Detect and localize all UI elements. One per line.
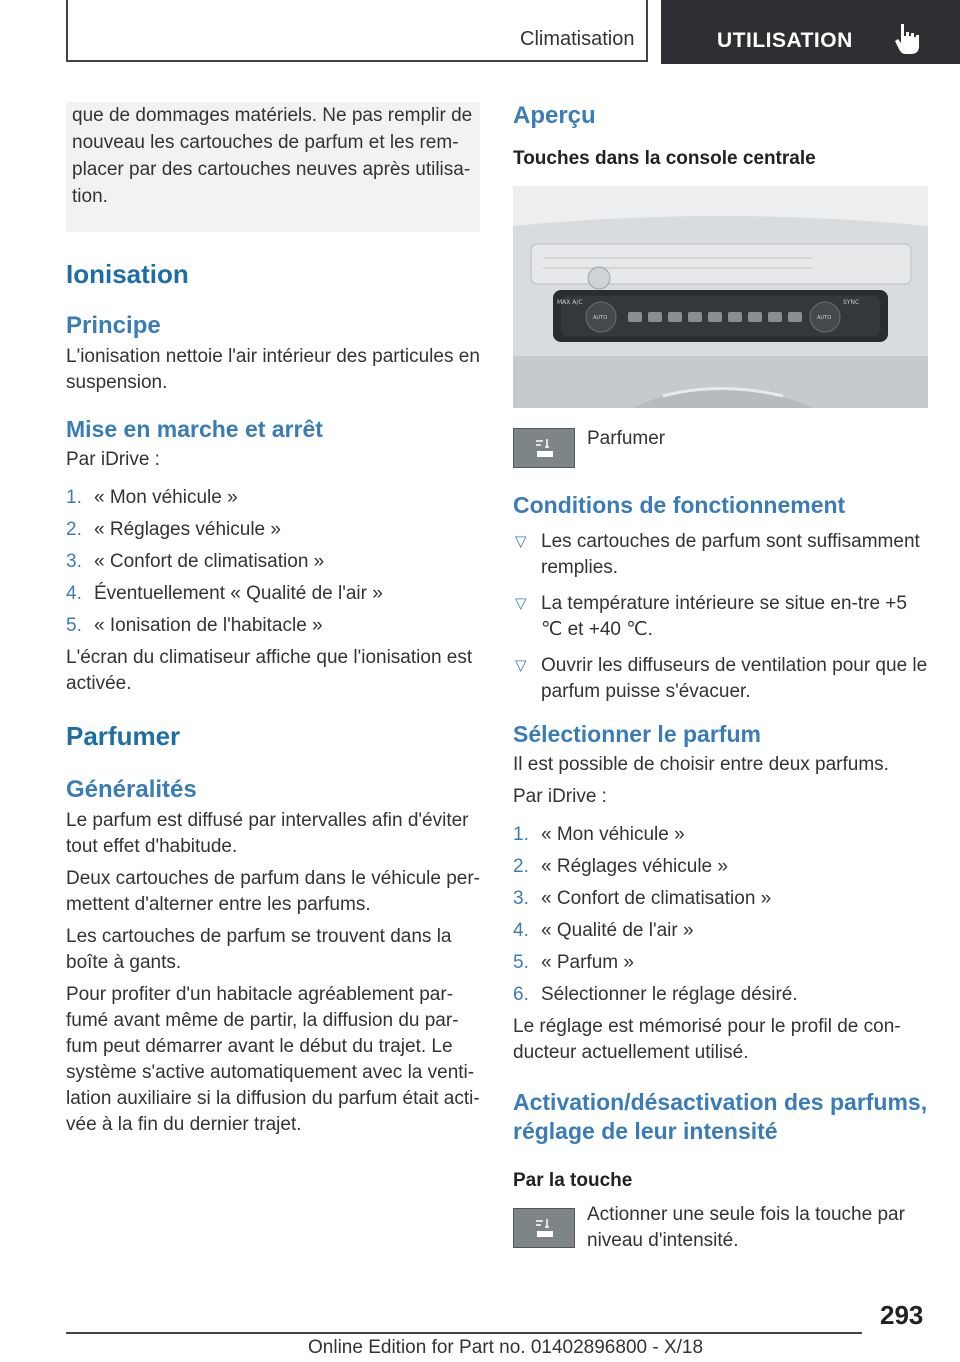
list-item — [513, 950, 928, 976]
step-text: Éventuellement « Qualité de l'air » — [94, 583, 383, 604]
note-line: tion. — [72, 186, 108, 207]
list-item — [513, 591, 928, 643]
list-item — [513, 653, 928, 705]
generalites-paragraph: Les cartouches de parfum se trouvent dans la boîte à gants. — [66, 926, 452, 973]
step-text: « Parfum » — [541, 952, 634, 973]
step-number: 2. — [513, 856, 529, 877]
conditions-list — [513, 529, 928, 705]
footer-divider — [66, 1332, 862, 1334]
list-item — [513, 982, 928, 1008]
list-item — [66, 581, 480, 607]
parfumer-heading: Parfumer — [66, 721, 181, 751]
parfumer-icon-row — [513, 428, 928, 468]
list-item — [513, 854, 928, 880]
triangle-bullet-icon: ▽ — [515, 533, 527, 550]
header-chapter-tab — [661, 0, 960, 64]
climate-panel-illustration — [513, 186, 928, 408]
step-text: « Mon véhicule » — [541, 824, 685, 845]
memorised-text: Le réglage est mémorisé pour le profil de con-ducteur actuellement utilisé. — [513, 1016, 901, 1063]
step-number: 5. — [66, 615, 82, 636]
generalites-paragraph: Pour profiter d'un habitacle agréablement par-fumé avant même de partir, la diffusion du par-fum peut démarrer avant le début du trajet. Le système s'active automatiquement avec la venti-lation auxiliaire si la diffusion du parfum était acti-vée à la fin du dernier trajet. — [66, 984, 480, 1135]
right-column — [513, 102, 928, 1254]
warning-note-continuation — [66, 102, 480, 232]
generalites-heading: Généralités — [66, 776, 197, 803]
list-item — [513, 529, 928, 581]
note-line: nouveau les cartouches de parfum et les rem- — [72, 132, 459, 153]
page-number: 293 — [880, 1300, 924, 1330]
left-column — [66, 102, 480, 1138]
list-item — [66, 549, 480, 575]
touche-instruction-text: Actionner une seule fois la touche par niveau d'intensité. — [587, 1204, 905, 1251]
step-text: Sélectionner le réglage désiré. — [541, 984, 798, 1005]
step-text: « Confort de climatisation » — [541, 888, 772, 909]
max-ac-label: MAX A/C — [557, 299, 583, 306]
list-item — [66, 517, 480, 543]
step-number: 3. — [66, 551, 82, 572]
note-line: que de dommages matériels. Ne pas remplir de — [72, 105, 473, 126]
step-number: 5. — [513, 952, 529, 973]
step-text: « Réglages véhicule » — [94, 519, 281, 540]
generalites-paragraph: Deux cartouches de parfum dans le véhicule per-mettent d'alterner entre les parfums. — [66, 868, 481, 915]
sync-label: SYNC — [843, 299, 860, 306]
list-item — [513, 918, 928, 944]
condition-text: Les cartouches de parfum sont suffisamment remplies. — [541, 531, 920, 578]
fragrance-steps — [513, 822, 928, 1008]
hand-pointer-icon — [893, 22, 923, 56]
step-number: 4. — [66, 583, 82, 604]
parfumer-label: Parfumer — [587, 428, 666, 449]
list-item — [66, 613, 480, 639]
triangle-bullet-icon: ▽ — [515, 657, 527, 674]
activation-heading: Activation/désactivation des parfums, réglage de leur intensité — [513, 1089, 928, 1144]
list-item — [513, 886, 928, 912]
touche-icon-row — [513, 1202, 928, 1254]
step-number: 3. — [513, 888, 529, 909]
generalites-paragraph: Le parfum est diffusé par intervalles afin d'éviter tout effet d'habitude. — [66, 810, 469, 857]
principe-text: L'ionisation nettoie l'air intérieur des particules en suspension. — [66, 346, 480, 393]
par-idrive-label: Par iDrive : — [66, 449, 160, 470]
step-number: 1. — [513, 824, 529, 845]
condition-text: Ouvrir les diffuseurs de ventilation pour que le parfum puisse s'évacuer. — [541, 655, 928, 702]
note-line: placer par des cartouches neuves après utilisa- — [72, 159, 471, 180]
step-number: 1. — [66, 487, 82, 508]
triangle-bullet-icon: ▽ — [515, 595, 527, 612]
step-text: « Confort de climatisation » — [94, 551, 325, 572]
apercu-heading: Aperçu — [513, 102, 596, 129]
ionisation-result-text: L'écran du climatiseur affiche que l'ionisation est activée. — [66, 647, 473, 694]
par-la-touche-heading: Par la touche — [513, 1170, 633, 1191]
ionisation-heading: Ionisation — [66, 259, 189, 289]
marche-arret-heading: Mise en marche et arrêt — [66, 416, 323, 442]
conditions-heading: Conditions de fonctionnement — [513, 492, 846, 518]
condition-text: La température intérieure se situe en-tre +5 ℃ et +40 ℃. — [541, 593, 907, 640]
select-fragrance-text: Il est possible de choisir entre deux parfums. — [513, 754, 889, 775]
list-item — [66, 485, 480, 511]
auto-label-left: AUTO — [593, 315, 608, 321]
header-chapter-label: UTILISATION — [717, 29, 853, 52]
step-text: « Qualité de l'air » — [541, 920, 694, 941]
select-fragrance-heading: Sélectionner le parfum — [513, 721, 761, 747]
step-number: 6. — [513, 984, 529, 1005]
footer-edition-text: Online Edition for Part no. 01402896800 - X/18 — [308, 1337, 704, 1358]
step-number: 2. — [66, 519, 82, 540]
step-number: 4. — [513, 920, 529, 941]
header-section-title: Climatisation — [520, 28, 635, 50]
principe-heading: Principe — [66, 312, 161, 339]
par-idrive-label: Par iDrive : — [513, 786, 607, 807]
fragrance-button-icon — [513, 1208, 575, 1248]
step-text: « Ionisation de l'habitacle » — [94, 615, 323, 636]
ionisation-steps — [66, 485, 480, 639]
auto-label-right: AUTO — [817, 315, 832, 321]
console-buttons-heading: Touches dans la console centrale — [513, 148, 816, 169]
step-text: « Mon véhicule » — [94, 487, 238, 508]
list-item — [513, 822, 928, 848]
center-console-photo — [513, 186, 928, 408]
step-text: « Réglages véhicule » — [541, 856, 728, 877]
fragrance-button-icon — [513, 428, 575, 468]
